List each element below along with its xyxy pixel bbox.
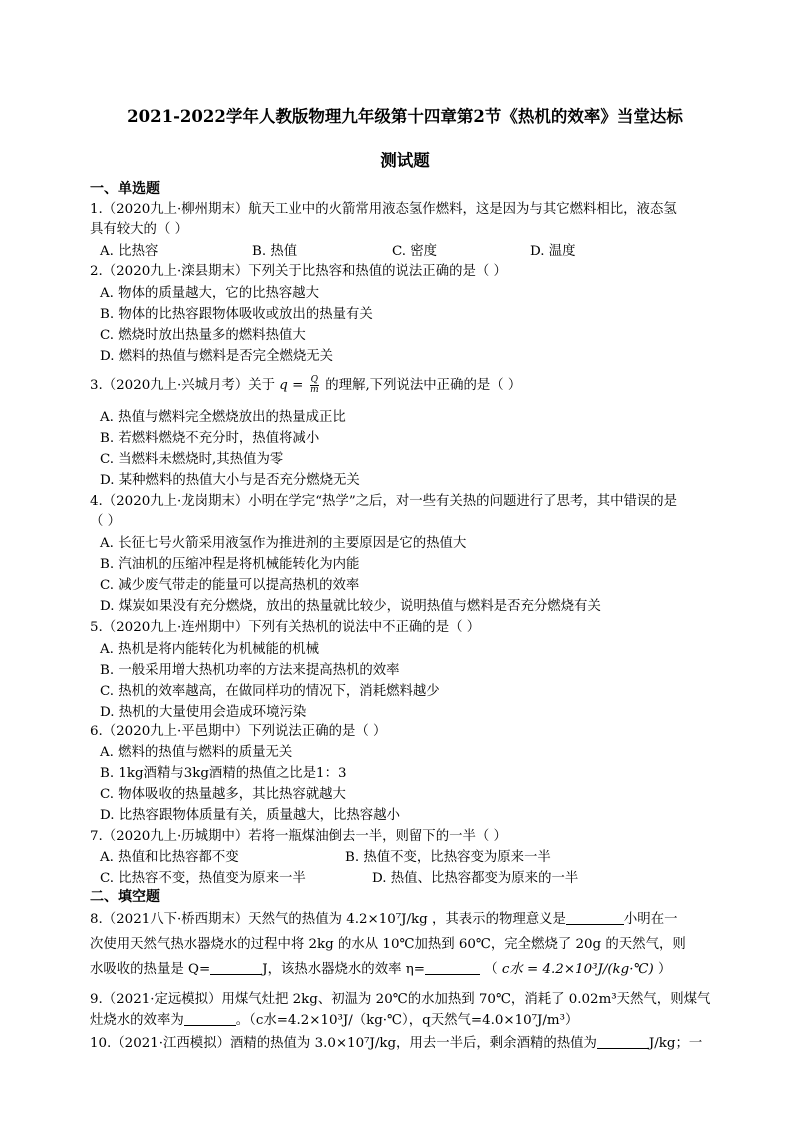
question-3-stem (90, 376, 710, 396)
question-7-option-b: B. 热值不变，比热容变为原来一半 (345, 850, 551, 865)
question-6-stem: 6.（2020九上·平邑期中）下列说法正确的是（ ） (90, 724, 387, 739)
question-10-line-1 (90, 1034, 710, 1054)
question-2-option-d: D. 燃料的热值与燃料是否完全燃烧无关 (100, 349, 334, 364)
formula-q: q (279, 378, 288, 393)
question-1-stem-continued: 具有较大的（ ） (90, 222, 188, 237)
question-5-option-b: B. 一般采用增大热机功率的方法来提高热机的效率 (100, 663, 400, 678)
question-8-text: J，该热水器烧水的效率 η= (262, 962, 425, 977)
question-6-option-c: C. 物体吸收的热量越多，其比热容就越大 (100, 787, 346, 802)
formula-fraction (310, 376, 319, 395)
question-8-line-2 (90, 935, 710, 955)
question-4-option-b: B. 汽油机的压缩冲程是将机械能转化为内能 (100, 557, 360, 572)
question-3-option-a: A. 热值与燃料完全燃烧放出的热量成正比 (100, 410, 346, 425)
question-3-option-c: C. 当燃料未燃烧时,其热值为零 (100, 452, 284, 467)
question-5-option-c: C. 热机的效率越高，在做同样功的情况下，消耗燃料越少 (100, 684, 440, 699)
formula-denominator: m (310, 385, 319, 395)
section-heading-single-choice: 一、单选题 (90, 181, 160, 197)
question-1-option-a: A. 比热容 (100, 244, 159, 259)
question-8-text: ） (657, 962, 672, 977)
question-5-stem: 5.（2020九上·连州期中）下列有关热机的说法中不正确的是（ ） (90, 620, 481, 635)
mass-value: 2kg (308, 937, 334, 952)
formula-numerator: Q (310, 375, 319, 385)
question-2-option-a: A. 物体的质量越大，它的比热容越大 (100, 286, 320, 301)
answer-blank[interactable] (210, 960, 262, 975)
question-8-text: 的水从 10℃加热到 60℃，完全燃烧了 (338, 937, 572, 952)
question-9-text: 。（c水=4.2×10³J/（kg·℃），q天然气=4.0×10⁷J/m³） (235, 1013, 579, 1028)
question-8-text: 次使用天然气热水器烧水的过程中将 (90, 937, 305, 952)
question-8-text: 的天然气，则 (605, 937, 686, 952)
question-5-option-d: D. 热机的大量使用会造成环境污染 (100, 705, 307, 720)
heat-value-formula: 4.2×10⁷J/kg (346, 912, 428, 927)
question-2-stem: 2.（2020九上·滦县期末）下列关于比热容和热值的说法正确的是（ ） (90, 264, 507, 279)
question-4-option-d: D. 煤炭如果没有充分燃烧，放出的热量就比较少，说明热值与燃料是否充分燃烧有关 (100, 599, 601, 614)
gas-mass-value: 20g (575, 937, 602, 952)
question-1-option-b: B. 热值 (252, 244, 298, 259)
answer-blank[interactable] (184, 1011, 236, 1026)
question-7-option-a: A. 热值和比热容都不变 (100, 850, 239, 865)
question-1-stem: 1.（2020九上·柳州期末）航天工业中的火箭常用液态氢作燃料，这是因为与其它燃料相比，液态氢 (90, 202, 677, 217)
question-10-text: 10.（2021·江西模拟）酒精的热值为 3.0×10⁷J/kg，用去一半后，剩余酒精的热值为 (90, 1036, 597, 1051)
question-8-text: ，其表示的物理意义是 (432, 912, 566, 927)
question-9-line-1: 9.（2021·定远模拟）用煤气灶把 2kg、初温为 20℃的水加热到 70℃，消耗了 0.02m³天然气，则煤气 (90, 992, 711, 1007)
question-1-option-d: D. 温度 (530, 244, 576, 259)
question-8-text: （ (484, 962, 498, 977)
answer-blank[interactable] (597, 1034, 649, 1049)
answer-blank[interactable] (566, 910, 624, 925)
question-6-option-d: D. 比热容跟物体质量有关，质量越大，比热容越小 (100, 808, 400, 823)
question-8-text: 小明在一 (623, 912, 678, 927)
question-4-option-a: A. 长征七号火箭采用液氢作为推进剂的主要原因是它的热值大 (100, 536, 467, 551)
question-7-option-d: D. 热值、比热容都变为原来的一半 (372, 871, 579, 886)
question-6-option-b: B. 1kg酒精与3kg酒精的热值之比是1：3 (100, 766, 347, 781)
question-4-stem-continued: （ ） (90, 514, 122, 529)
page-title-continued: 测试题 (380, 151, 430, 170)
question-8-text: 水吸收的热量是 Q= (90, 962, 211, 977)
question-3-option-b: B. 若燃料燃烧不充分时，热值将减小 (100, 431, 320, 446)
question-7-stem: 7.（2020九上·历城期中）若将一瓶煤油倒去一半，则留下的一半（ ） (90, 829, 507, 844)
question-3-stem-suffix: 的理解,下列说法中正确的是（ ） (325, 378, 522, 393)
question-9-line-2 (90, 1011, 710, 1031)
answer-blank[interactable] (425, 960, 480, 975)
question-6-option-a: A. 燃料的热值与燃料的质量无关 (100, 745, 293, 760)
question-2-option-c: C. 燃烧时放出热量多的燃料热值大 (100, 328, 306, 343)
page-title: 2021-2022学年人教版物理九年级第十四章第2节《热机的效率》当堂达标 (127, 107, 683, 126)
question-3-option-d: D. 某种燃料的热值大小与是否充分燃烧无关 (100, 473, 360, 488)
formula-equals: = (292, 378, 304, 393)
question-4-stem: 4.（2020九上·龙岗期末）小明在学完“热学”之后，对一些有关热的问题进行了思考，其中错误的是 (90, 494, 678, 509)
question-1-option-c: C. 密度 (392, 244, 438, 259)
question-5-option-a: A. 热机是将内能转化为机械能的机械 (100, 642, 320, 657)
question-10-text: J/kg；一 (648, 1036, 703, 1051)
question-8-line-3 (90, 960, 710, 980)
question-7-option-c: C. 比热容不变，热值变为原来一半 (100, 871, 306, 886)
question-2-option-b: B. 物体的比热容跟物体吸收或放出的热量有关 (100, 307, 373, 322)
question-8-line-1 (90, 910, 710, 930)
question-4-option-c: C. 减少废气带走的能量可以提高热机的效率 (100, 578, 360, 593)
question-8-text: 8.（2021八下·桥西期末）天然气的热值为 (90, 912, 342, 927)
question-9-text: 灶烧水的效率为 (90, 1013, 184, 1028)
specific-heat-formula: c水 = 4.2×10³J/(kg·℃) (501, 962, 654, 977)
section-heading-fill-in: 二、填空题 (90, 889, 160, 905)
question-3-stem-prefix: 3.（2020九上·兴城月考）关于 (90, 378, 276, 393)
